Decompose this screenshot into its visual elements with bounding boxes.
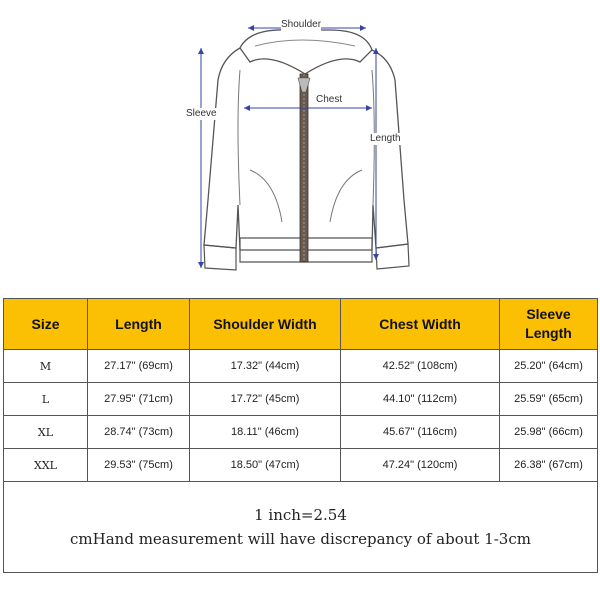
chest-width-cell: 47.24" (120cm): [341, 449, 500, 482]
chest-width-cell: 45.67" (116cm): [341, 416, 500, 449]
table-row: [4, 449, 598, 482]
measurement-note-row: [4, 482, 598, 573]
sleeve-length-cell: 25.20" (64cm): [500, 350, 598, 383]
header-chest-width: Chest Width: [341, 299, 500, 350]
length-cell: 27.17" (69cm): [88, 350, 190, 383]
length-cell: 27.95" (71cm): [88, 383, 190, 416]
table-row: [4, 416, 598, 449]
size-cell: XL: [4, 416, 88, 449]
table-row: [4, 350, 598, 383]
table-row: [4, 383, 598, 416]
hoodie-measurement-diagram: [0, 0, 600, 290]
chest-label: Chest: [316, 94, 343, 105]
chest-width-cell: 44.10" (112cm): [341, 383, 500, 416]
length-cell: 29.53" (75cm): [88, 449, 190, 482]
shoulder-width-cell: 18.11" (46cm): [190, 416, 341, 449]
measurement-note: [4, 482, 598, 573]
sleeve-label: Sleeve: [186, 108, 217, 119]
chest-width-cell: 42.52" (108cm): [341, 350, 500, 383]
length-cell: 28.74" (73cm): [88, 416, 190, 449]
sleeve-length-cell: 26.38" (67cm): [500, 449, 598, 482]
size-cell: L: [4, 383, 88, 416]
header-length: Length: [88, 299, 190, 350]
hoodie-hood: [240, 30, 372, 74]
sleeve-length-cell: 25.59" (65cm): [500, 383, 598, 416]
hoodie-illustration: [0, 0, 600, 290]
note-line-discrepancy: cmHand measurement will have discrepancy of about 1-3cm: [70, 530, 531, 548]
shoulder-width-cell: 17.32" (44cm): [190, 350, 341, 383]
table-header-row: [4, 299, 598, 350]
header-shoulder-width: Shoulder Width: [190, 299, 341, 350]
shoulder-label: Shoulder: [281, 19, 322, 30]
length-label: Length: [370, 133, 401, 144]
note-line-conversion: 1 inch=2.54: [254, 506, 347, 524]
size-chart-table: [3, 298, 598, 573]
header-sleeve-length: Sleeve Length: [500, 299, 598, 350]
size-cell: XXL: [4, 449, 88, 482]
size-cell: M: [4, 350, 88, 383]
header-size: Size: [4, 299, 88, 350]
shoulder-width-cell: 17.72" (45cm): [190, 383, 341, 416]
sleeve-length-cell: 25.98" (66cm): [500, 416, 598, 449]
shoulder-width-cell: 18.50" (47cm): [190, 449, 341, 482]
